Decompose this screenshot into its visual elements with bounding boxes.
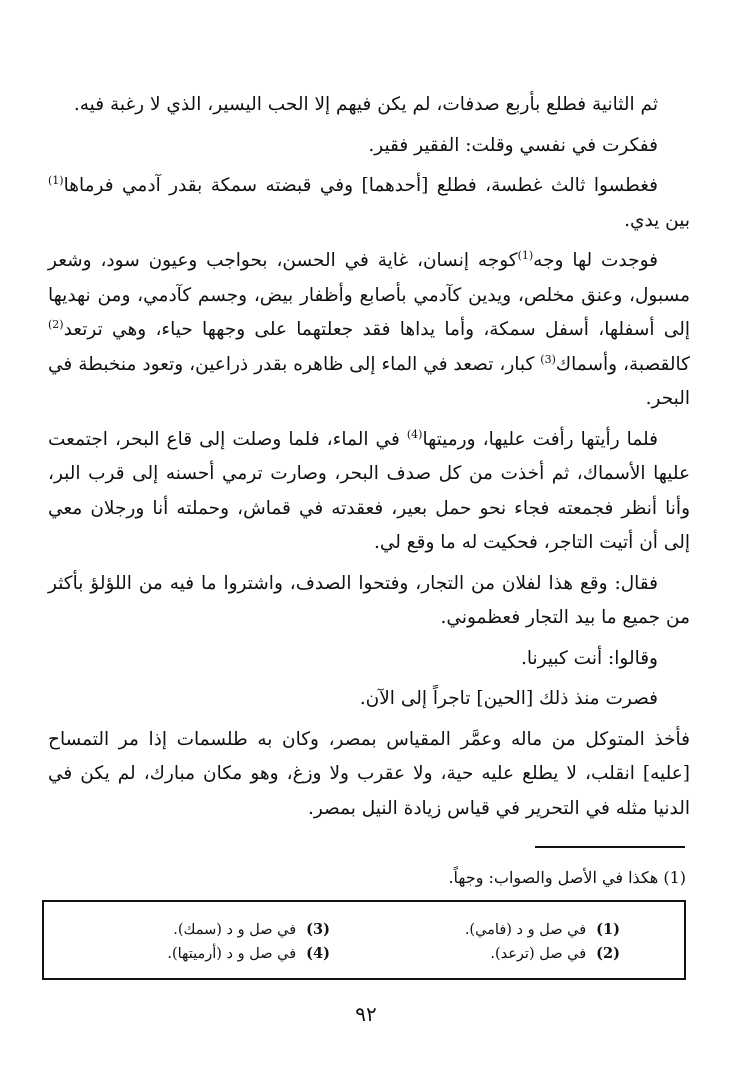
paragraph-text: ثم الثانية فطلع بأربع صدفات، لم يكن فيهم إلا الحب اليسير، الذي لا رغبة فيه. — [73, 94, 658, 115]
paragraph-text: بين يدي. — [624, 209, 690, 231]
variant-item — [167, 918, 330, 942]
variant-item — [167, 942, 330, 966]
footnote-separator — [535, 846, 685, 848]
paragraph-text: فوجدت لها وجه — [533, 250, 658, 271]
variant-item — [465, 942, 620, 966]
paragraph-4 — [48, 244, 690, 417]
variant-text: في صل و د (فامي). — [464, 922, 587, 938]
paragraph-text: فقال: وقع هذا لفلان من التجار، وفتحوا الصدف، واشتروا ما فيه من اللؤلؤ بأكثر من جميع ما بيد التجار فعظموني. — [48, 572, 690, 628]
variant-item — [465, 918, 620, 942]
paragraph-text: فلما رأيتها رأفت عليها، ورميتها — [422, 428, 658, 450]
paragraph-5 — [48, 423, 690, 561]
paragraph-text: وقالوا: أنت كبيرنا. — [520, 647, 658, 669]
variant-column-left — [167, 918, 330, 966]
paragraph-1 — [48, 88, 690, 123]
paragraph-text: فصرت منذ ذلك [الحين] تاجراً إلى الآن. — [359, 688, 658, 709]
variant-readings-box — [42, 900, 686, 980]
paragraph-9 — [48, 723, 690, 827]
paragraph-text: كبار، تصعد في الماء إلى ظاهره بقدر ذراعين، وتعود منخبطة في البحر. — [48, 353, 690, 409]
paragraph-8 — [48, 682, 690, 717]
paragraph-2 — [48, 129, 690, 164]
footnote-ref: (4) — [406, 427, 423, 441]
paragraph-3 — [48, 169, 690, 238]
footnote-ref: (1) — [48, 173, 64, 187]
paragraph-text: ففكرت في نفسي وقلت: الفقير فقير. — [368, 134, 658, 156]
main-text — [48, 88, 690, 832]
variant-text: في صل (ترعد). — [490, 946, 587, 962]
paragraph-text: فأخذ المتوكل من ماله وعمَّر المقياس بمصر، وكان به طلسمات إذا مر التمساح [عليه] انقلب، لا يطلع عليه حية، ولا عقرب ولا وزغ، وهو مكان مبارك، لم يكن في الدنيا مثله في التحرير في قياس زيادة النيل بمصر. — [48, 728, 690, 819]
variant-number: (3) — [306, 921, 330, 938]
paragraph-text: كالقصبة، وأسماك — [555, 353, 690, 375]
paragraph-text: كوجه إنسان، غاية في الحسن، بحواجب وعيون سود، وشعر مسبول، وعنق مخلص، ويدين كآدمي بأصابع وأظفار بيض، وجسم كآدمي، ومن نهديها إلى أسفلها، أسفل سمكة، وأما يداها فقد جعلتهما على وجهها حياء، وهي ترتعد — [48, 250, 690, 340]
footnote: (1) هكذا في الأصل والصواب: وجهاً. — [448, 868, 686, 887]
paragraph-text: في الماء، فلما وصلت إلى قاع البحر، اجتمعت عليها الأسماك، ثم أخذت من كل صدف البحر، وصارت ترمي أحسنه إلى قرب البر، وأنا أنظر فجمعته فجاء نحو حمل بعير، فعقدته في قماش، وحملته أنا ورجلان معي إلى أن أتيت التاجر، فحكيت له ما وقع لي. — [48, 428, 690, 553]
variant-column-right — [465, 918, 620, 966]
paragraph-6 — [48, 567, 690, 636]
paragraph-text: فغطسوا ثالث غطسة، فطلع [أحدهما] وفي قبضته سمكة بقدر آدمي فرماها — [63, 175, 658, 196]
variant-text: في صل و د (أرميتها). — [167, 946, 297, 962]
variant-text: في صل و د (سمك). — [173, 922, 297, 938]
variant-number: (1) — [596, 921, 620, 938]
footnote-ref: (3) — [540, 352, 556, 366]
page-number: ٩٢ — [355, 1002, 377, 1026]
footnote-ref: (2) — [48, 317, 64, 331]
variant-number: (4) — [306, 945, 330, 962]
variant-number: (2) — [596, 945, 620, 962]
footnote-ref: (1) — [517, 248, 534, 262]
paragraph-7 — [48, 642, 690, 677]
